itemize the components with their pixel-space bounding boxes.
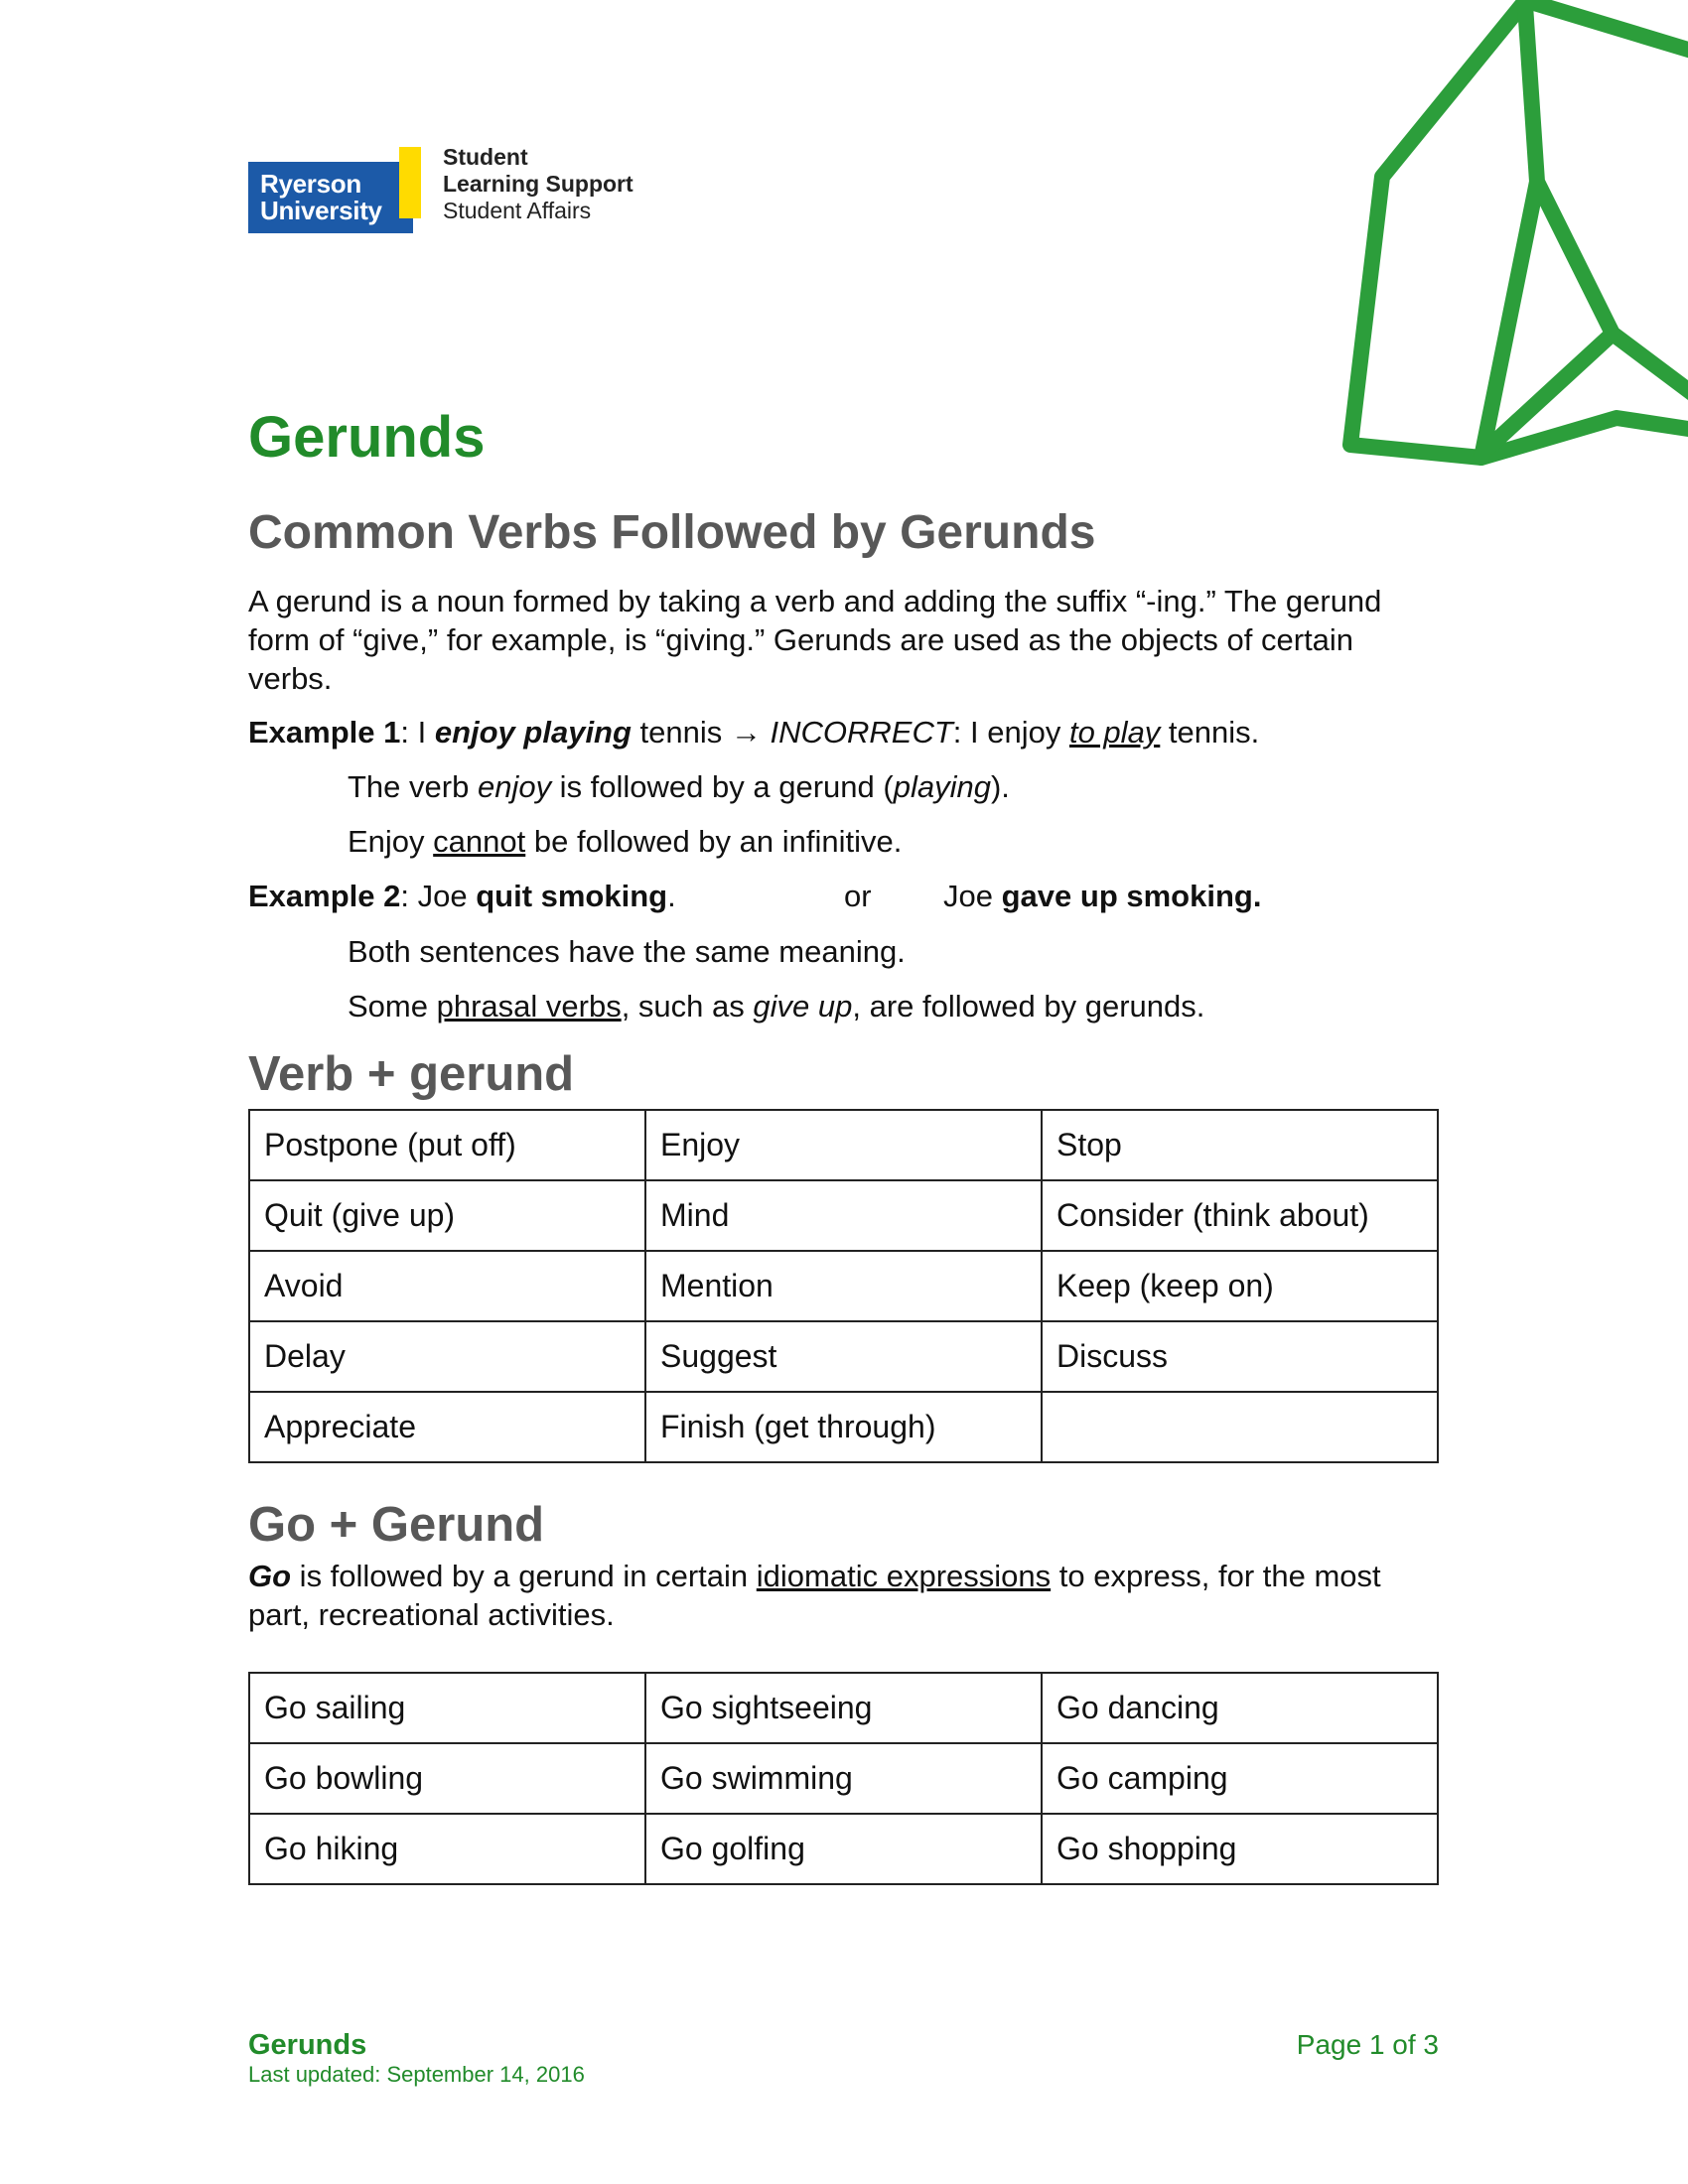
note-playing: playing	[893, 769, 991, 804]
example-2-note-1: Both sentences have the same meaning.	[348, 934, 906, 969]
example-2-line	[248, 877, 676, 915]
footer-page-number: Page 1 of 3	[1296, 2029, 1439, 2060]
table-row	[249, 1392, 1438, 1462]
intro-paragraph: A gerund is a noun formed by taking a verb and adding the suffix “-ing.” The gerund form of “give,” for example, is “giving.” Gerunds are used as the objects of certain verbs.	[248, 584, 1382, 696]
table-row	[249, 1180, 1438, 1251]
logo-learning-support: Learning Support	[443, 171, 633, 197]
go-intro-idiomatic: idiomatic expressions	[756, 1559, 1052, 1593]
table-cell: Consider (think about)	[1042, 1180, 1438, 1251]
example-1-wrong: to play	[1068, 715, 1161, 750]
note-text: be followed by an infinitive.	[525, 824, 903, 859]
example-1-label: Example 1	[248, 715, 401, 750]
go-intro-paragraph	[248, 1557, 1440, 1634]
note-give-up: give up	[753, 989, 853, 1024]
table-cell: Go shopping	[1042, 1814, 1438, 1884]
example-1-phrase: enjoy playing	[434, 715, 632, 750]
table-cell: Go swimming	[645, 1743, 1042, 1814]
shape-outline	[1350, 0, 1688, 458]
go-intro-text: is followed by a gerund in certain	[291, 1559, 757, 1593]
table-row	[249, 1321, 1438, 1392]
example-2-phrase-2: gave up smoking.	[1001, 879, 1262, 913]
footer-last-updated: Last updated: September 14, 2016	[248, 2062, 585, 2087]
note-phrasal-verbs: phrasal verbs	[436, 989, 622, 1024]
shape-inner-lines	[1481, 0, 1688, 458]
section-heading-go-gerund: Go + Gerund	[248, 1498, 545, 1552]
table-cell: Keep (keep on)	[1042, 1251, 1438, 1321]
logo-student: Student	[443, 144, 528, 170]
table-cell: Appreciate	[249, 1392, 645, 1462]
note-text: Some	[348, 989, 437, 1024]
table-cell: Postpone (put off)	[249, 1110, 645, 1180]
table-cell: Go sailing	[249, 1673, 645, 1743]
go-intro-go: Go	[248, 1559, 292, 1593]
table-row	[249, 1673, 1438, 1743]
note-text: , such as	[621, 989, 754, 1024]
section-heading-verb-gerund: Verb + gerund	[248, 1047, 575, 1101]
table-cell: Go camping	[1042, 1743, 1438, 1814]
note-text: , are followed by gerunds.	[852, 989, 1205, 1024]
example-1-note-1	[348, 767, 1010, 806]
table-cell: Go dancing	[1042, 1673, 1438, 1743]
footer-title: Gerunds	[248, 2029, 367, 2061]
example-1-colon: : I	[400, 715, 435, 750]
example-1-rest: tennis →	[631, 715, 771, 750]
table-cell: Avoid	[249, 1251, 645, 1321]
example-2-or: or	[844, 879, 872, 913]
example-2-dot: .	[667, 879, 676, 913]
example-2-joe: Joe	[943, 879, 1002, 913]
table-cell: Stop	[1042, 1110, 1438, 1180]
table-cell: Go sightseeing	[645, 1673, 1042, 1743]
table-cell: Quit (give up)	[249, 1180, 645, 1251]
table-cell: Finish (get through)	[645, 1392, 1042, 1462]
example-1-incorrect: INCORRECT	[770, 715, 953, 750]
go-gerund-table	[248, 1672, 1439, 1885]
logo-blue-box	[248, 162, 413, 233]
note-enjoy: enjoy	[477, 769, 552, 804]
example-2-note-2	[348, 987, 1204, 1025]
go-intro-text: to express, for the most part, recreational activities.	[248, 1559, 1381, 1632]
example-2-phrase-1: quit smoking	[476, 879, 668, 913]
table-cell: Discuss	[1042, 1321, 1438, 1392]
page-title: Gerunds	[248, 405, 486, 470]
example-1-incorrect-rest: : I enjoy	[952, 715, 1069, 750]
section-heading-common-verbs: Common Verbs Followed by Gerunds	[248, 506, 1096, 559]
example-2-colon: : Joe	[400, 879, 477, 913]
note-cannot: cannot	[433, 824, 526, 859]
example-2-label: Example 2	[248, 879, 401, 913]
table-cell: Mind	[645, 1180, 1042, 1251]
logo-line-2: University	[260, 196, 382, 225]
logo-text	[443, 144, 633, 224]
table-row	[249, 1110, 1438, 1180]
table-cell: Mention	[645, 1251, 1042, 1321]
logo-yellow-bar	[399, 147, 421, 218]
note-text: The verb	[348, 769, 478, 804]
logo-line-1: Ryerson	[260, 169, 361, 199]
example-1-end: tennis.	[1160, 715, 1260, 750]
table-cell	[1042, 1392, 1438, 1462]
table-row	[249, 1251, 1438, 1321]
table-cell: Delay	[249, 1321, 645, 1392]
example-1-line	[248, 713, 1259, 751]
table-cell: Go bowling	[249, 1743, 645, 1814]
table-cell: Suggest	[645, 1321, 1042, 1392]
logo-student-affairs: Student Affairs	[443, 198, 592, 223]
example-2-alt	[943, 877, 1261, 915]
table-cell: Go golfing	[645, 1814, 1042, 1884]
note-text: ).	[990, 769, 1010, 804]
note-text: is followed by a gerund (	[551, 769, 894, 804]
table-cell: Enjoy	[645, 1110, 1042, 1180]
table-cell: Go hiking	[249, 1814, 645, 1884]
note-text: Enjoy	[348, 824, 434, 859]
example-1-note-2	[348, 822, 902, 861]
verb-gerund-table	[248, 1109, 1439, 1463]
table-row	[249, 1743, 1438, 1814]
table-row	[249, 1814, 1438, 1884]
